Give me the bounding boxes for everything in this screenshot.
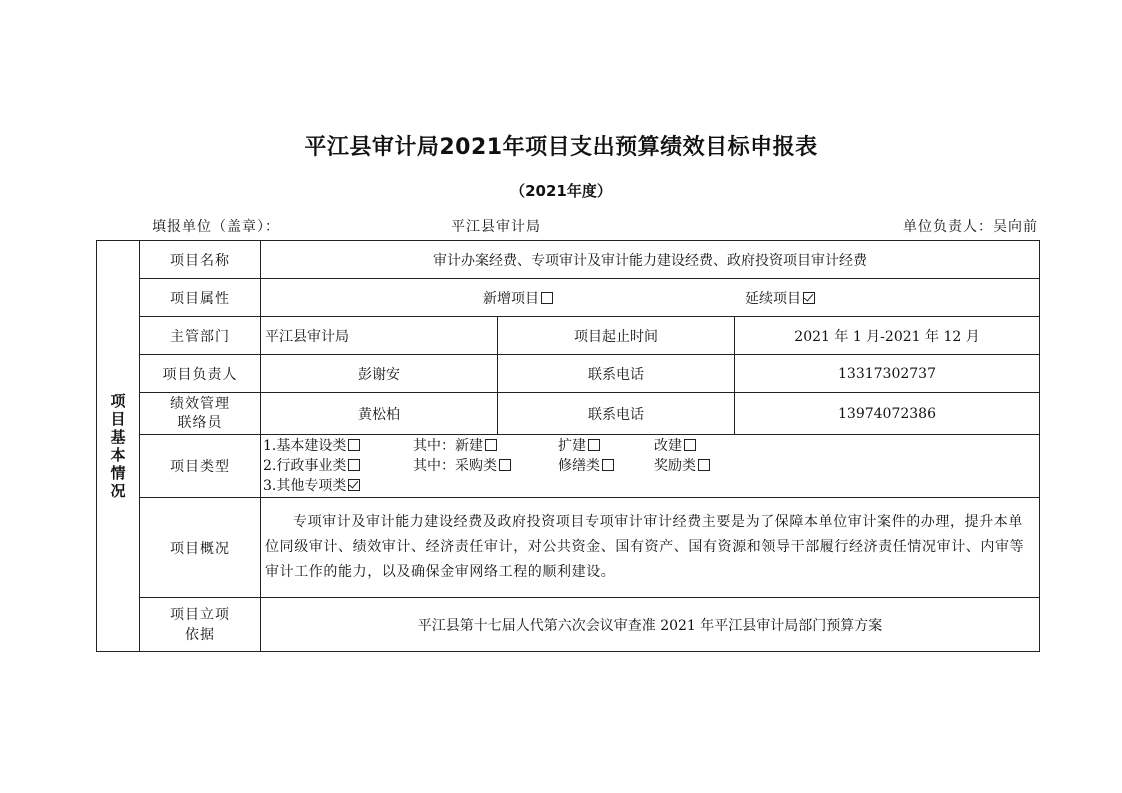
type-purchase-label: 其中：采购类: [413, 458, 497, 474]
basis-label-line1: 项目立项: [170, 606, 230, 623]
type-repair-option[interactable]: [558, 456, 654, 476]
type-basic-label: 1.基本建设类: [263, 438, 347, 454]
type-repair-checkbox[interactable]: [602, 459, 614, 471]
type-line-1: [263, 436, 1037, 456]
project-name-value: 审计办案经费、专项审计及审计能力建设经费、政府投资项目审计经费: [261, 241, 1040, 279]
leader-phone: 13317302737: [735, 355, 1040, 393]
year-note: （2021年度）: [510, 182, 612, 200]
type-line-3: [263, 476, 1037, 496]
section-char: 况: [110, 482, 126, 500]
basis-label-line2: 依据: [185, 626, 215, 643]
liaison-label-line1: 绩效管理: [170, 395, 230, 412]
liaison-phone: 13974072386: [735, 393, 1040, 435]
type-purchase-option[interactable]: [413, 456, 558, 476]
type-rebuild-option[interactable]: [654, 436, 696, 456]
type-purchase-checkbox[interactable]: [499, 459, 511, 471]
fill-unit-label: 填报单位（盖章）：: [152, 219, 280, 235]
project-attr-cell: [261, 279, 1040, 317]
project-type-cell: [261, 435, 1040, 498]
row-dept: [97, 317, 1040, 355]
type-new-option[interactable]: [413, 436, 558, 456]
section-char: 目: [110, 410, 126, 428]
continued-project-option[interactable]: [745, 288, 815, 308]
project-name-label: 项目名称: [140, 241, 261, 279]
overview-text: 专项审计及审计能力建设经费及政府投资项目专项审计审计经费主要是为了保障本单位审计案件的办理，提升本单位同级审计、绩效审计、经济责任审计，对公共资金、国有资产、国有资源和领导干部履行经济责任情况审计、内审等审计工作的能力，以及确保金审网络工程的顺利建设。: [261, 498, 1040, 598]
section-char: 基: [110, 428, 126, 446]
project-attr-label: 项目属性: [140, 279, 261, 317]
type-admin-label: 2.行政事业类: [263, 458, 347, 474]
continued-project-checkbox[interactable]: [803, 292, 815, 304]
row-project-attr: [97, 279, 1040, 317]
dept-label: 主管部门: [140, 317, 261, 355]
row-liaison: [97, 393, 1040, 435]
type-repair-label: 修缮类: [558, 458, 600, 474]
row-overview: [97, 498, 1040, 598]
liaison-value: 黄松柏: [261, 393, 498, 435]
type-line-2: [263, 456, 1037, 476]
row-project-type: [97, 435, 1040, 498]
overview-label: 项目概况: [140, 498, 261, 598]
basis-label: [140, 598, 261, 652]
dept-value: 平江县审计局: [261, 317, 498, 355]
type-other-label: 3.其他专项类: [263, 478, 347, 494]
type-basic-option[interactable]: [263, 436, 413, 456]
type-reward-checkbox[interactable]: [698, 459, 710, 471]
period-label: 项目起止时间: [498, 317, 735, 355]
period-value: 2021 年 1 月-2021 年 12 月: [735, 317, 1040, 355]
liaison-label-line2: 联络员: [177, 414, 223, 431]
type-admin-checkbox[interactable]: [348, 459, 360, 471]
type-expand-checkbox[interactable]: [588, 439, 600, 451]
type-expand-label: 扩建: [558, 438, 586, 454]
project-type-label: 项目类型: [140, 435, 261, 498]
type-other-checkbox[interactable]: [348, 479, 360, 491]
unit-head: 单位负责人：吴向前: [903, 219, 1038, 235]
type-new-checkbox[interactable]: [485, 439, 497, 451]
new-project-checkbox[interactable]: [541, 292, 553, 304]
leader-value: 彭谢安: [261, 355, 498, 393]
section-char: 情: [110, 464, 126, 482]
row-project-name: [97, 241, 1040, 279]
type-other-option[interactable]: [263, 476, 360, 496]
liaison-phone-label: 联系电话: [498, 393, 735, 435]
basis-value: 平江县第十七届人代第六次会议审查准 2021 年平江县审计局部门预算方案: [261, 598, 1040, 652]
type-expand-option[interactable]: [558, 436, 654, 456]
type-rebuild-checkbox[interactable]: [684, 439, 696, 451]
section-char: 本: [110, 446, 126, 464]
section-char: 项: [110, 392, 126, 410]
new-project-option[interactable]: [483, 288, 553, 308]
continued-project-label: 延续项目: [745, 290, 801, 307]
type-new-label: 其中：新建: [413, 438, 483, 454]
page-title: 平江县审计局2021年项目支出预算绩效目标申报表: [304, 135, 818, 160]
leader-label: 项目负责人: [140, 355, 261, 393]
fill-unit-value: 平江县审计局: [451, 219, 541, 235]
type-rebuild-label: 改建: [654, 438, 682, 454]
row-basis: [97, 598, 1040, 652]
liaison-label: [140, 393, 261, 435]
leader-phone-label: 联系电话: [498, 355, 735, 393]
new-project-label: 新增项目: [483, 290, 539, 307]
type-basic-checkbox[interactable]: [348, 439, 360, 451]
type-admin-option[interactable]: [263, 456, 413, 476]
type-reward-option[interactable]: [654, 456, 710, 476]
section-basic-info: [97, 241, 140, 652]
type-reward-label: 奖励类: [654, 458, 696, 474]
row-leader: [97, 355, 1040, 393]
project-form-table: [96, 240, 1040, 652]
